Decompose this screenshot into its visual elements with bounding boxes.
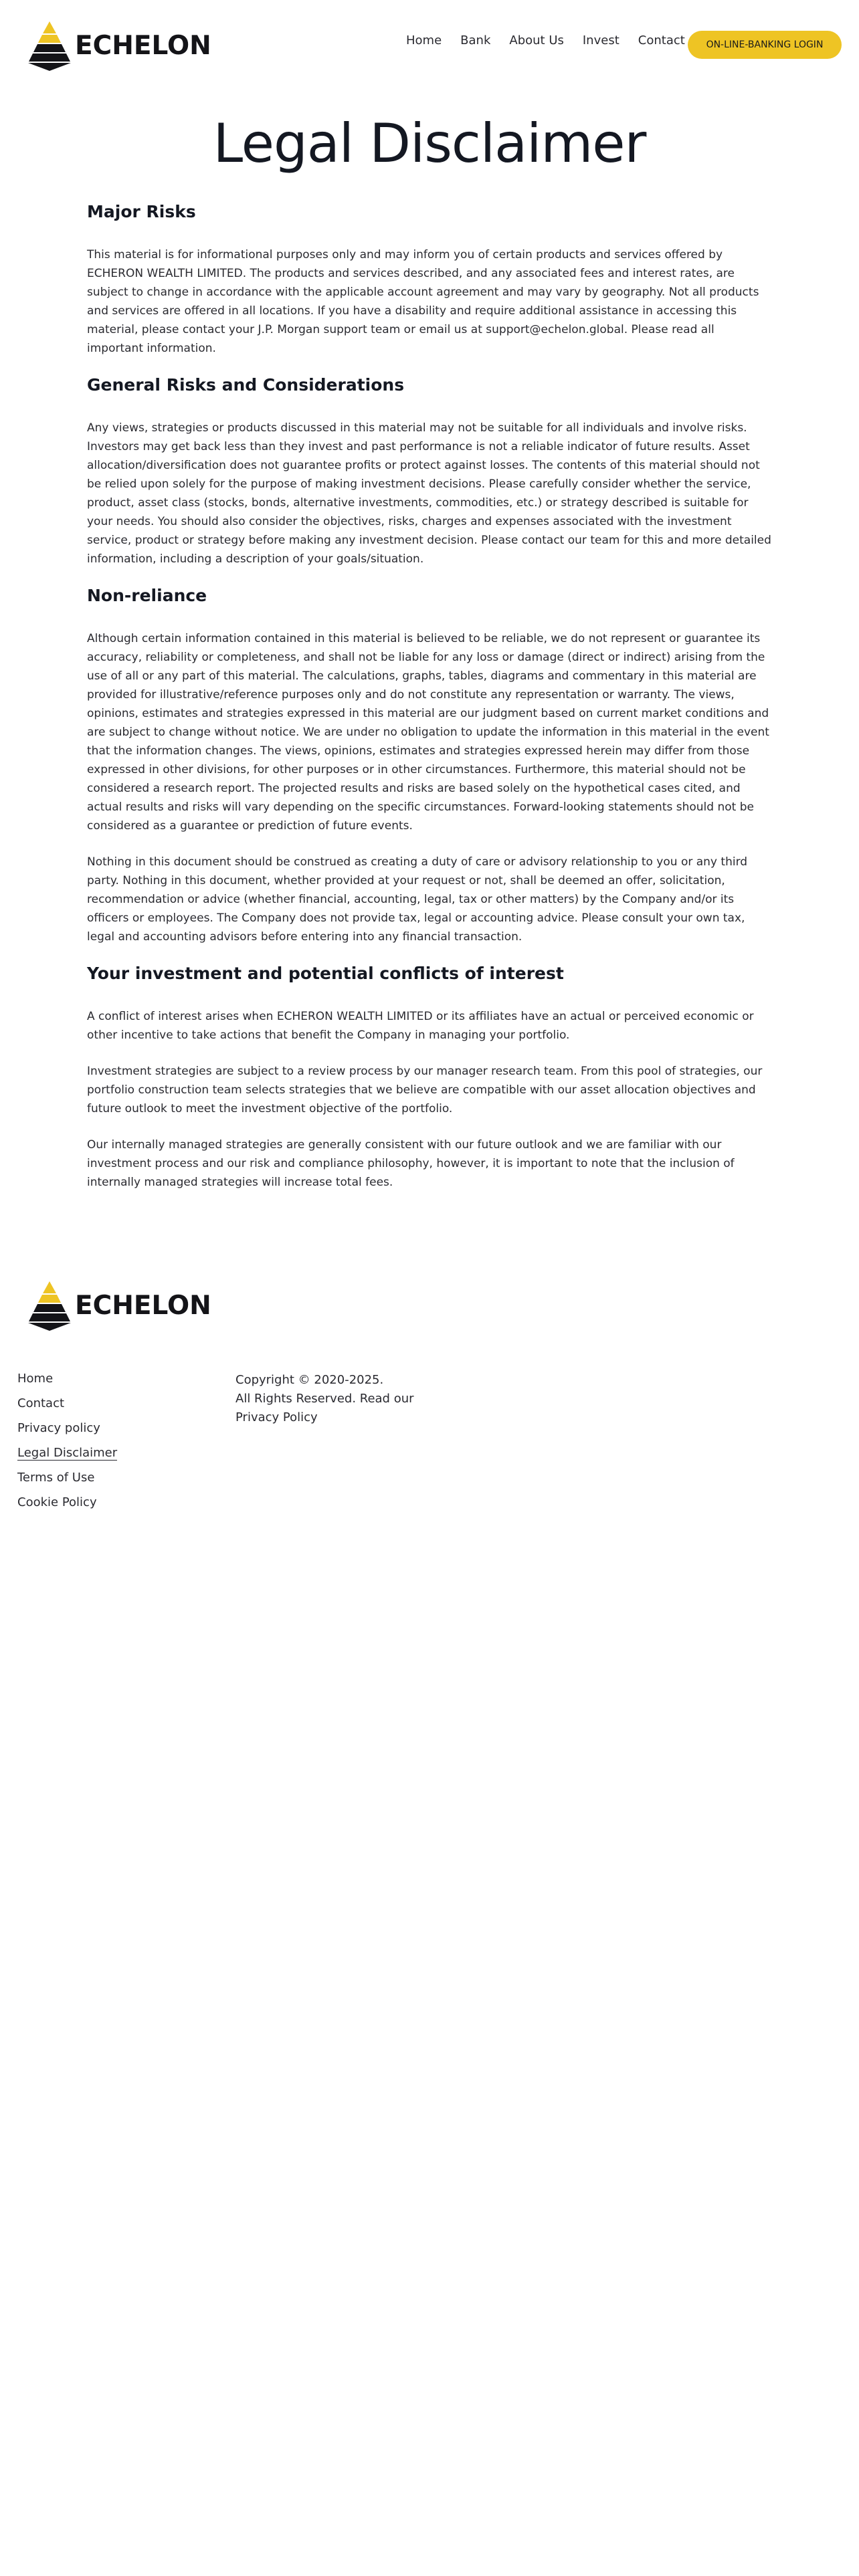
section-heading: Your investment and potential conflicts of interest	[87, 964, 564, 983]
nav-bank[interactable]: Bank	[460, 33, 491, 47]
section-paragraph: Our internally managed strategies are generally consistent with our future outlook and we are familiar with our investment process and our risk and compliance philosophy, however, it is important to note that the inclusion of internally managed strategies will increase total fees.	[87, 1138, 735, 1189]
page-title: Legal Disclaimer	[213, 112, 646, 175]
section-paragraph: Although certain information contained in this material is believed to be reliable, we do not represent or guarantee its accuracy, reliability or completeness, and shall not be liable for any loss or damage (direct or indirect) arising from the use of all or any part of this material. The calculations, graphs, tables, diagrams and commentary in this material are provided for illustrative/reference purposes only and do not constitute any representation or warranty. The views, opinions, estimates and strategies expressed in this material are our judgment based on current market conditions and are subject to change without notice. We are under no obligation to update the information in this material in the event that the information changes. The views, opinions, estimates and strategies expressed herein may differ from those expressed in other divisions, for other purposes or in other circumstances. Furthermore, this material should not be considered a research report. The projected results and risks are based solely on the hypothetical cases cited, and actual results and risks will vary depending on the specific circumstances. Forward-looking statements should not be considered as a guarantee or prediction of future events.	[87, 632, 769, 833]
section-paragraph: Investment strategies are subject to a review process by our manager research team. From this pool of strategies, our portfolio construction team selects strategies that we believe are compatible with our asset allocation objectives and future outlook to meet the investment objective of the portfolio.	[87, 1065, 763, 1115]
section-paragraph: Nothing in this document should be construed as creating a duty of care or advisory relationship to you or any third party. Nothing in this document, whether provided at your request or not, shall be deemed an offer, solicitation, recommendation or advice (whether financial, accounting, legal, tax or other matters) by the Company and/or its officers or employees. The Company does not provide tax, legal or accounting advice. Please consult your own tax, legal and accounting advisors before entering into any financial transaction.	[87, 855, 748, 944]
section-conflicts-of-interest	[87, 964, 772, 1192]
footer-link-legal-disclaimer[interactable]	[17, 1445, 117, 1470]
copyright-notice	[235, 1371, 423, 1427]
brand-logo[interactable]	[23, 19, 211, 72]
footer-link-label: Contact	[17, 1396, 65, 1410]
footer-link-terms-of-use[interactable]	[17, 1470, 117, 1495]
section-major-risks	[87, 202, 772, 358]
footer-link-contact[interactable]	[17, 1396, 117, 1420]
footer-link-label: Legal Disclaimer	[17, 1446, 118, 1460]
privacy-policy-link[interactable]: Privacy Policy	[235, 1410, 318, 1424]
nav-invest[interactable]: Invest	[582, 33, 619, 47]
section-paragraph: A conflict of interest arises when ECHERON WEALTH LIMITED or its affiliates have an actual or perceived economic or other incentive to take actions that benefit the Company in managing your portfolio.	[87, 1010, 754, 1042]
site-header	[0, 0, 859, 94]
nav-home[interactable]: Home	[406, 33, 442, 47]
nav-contact[interactable]: Contact	[638, 33, 685, 47]
footer-link-label: Privacy policy	[17, 1421, 100, 1435]
footer-links	[17, 1371, 117, 1519]
disclaimer-content	[87, 202, 772, 1209]
copyright-line: Copyright © 2020-2025.	[235, 1373, 384, 1387]
brand-wordmark: ECHELON	[75, 1290, 211, 1321]
section-general-risks	[87, 375, 772, 568]
section-heading: General Risks and Considerations	[87, 375, 405, 395]
footer-link-privacy-policy[interactable]	[17, 1420, 117, 1445]
footer-brand-logo[interactable]	[23, 1279, 211, 1332]
main-nav	[406, 33, 704, 47]
online-banking-login-button[interactable]: ON-LINE-BANKING LOGIN	[688, 31, 842, 59]
section-heading: Major Risks	[87, 202, 196, 221]
footer-link-cookie-policy[interactable]	[17, 1495, 117, 1519]
section-paragraph: This material is for informational purposes only and may inform you of certain products and services offered by ECHERON WEALTH LIMITED. The products and services described, and any associated fees and interest rates, are subject to change in accordance with the applicable account agreement and may vary by geography. Not all products and services are offered in all locations. If you have a disability and require additional assistance in accessing this material, please contact your J.P. Morgan support team or email us at support@echelon.global. Please read all important information.	[87, 248, 759, 355]
pyramid-logo-icon	[23, 1279, 76, 1332]
footer-link-label: Cookie Policy	[17, 1495, 97, 1509]
copyright-line: All Rights Reserved. Read our	[235, 1392, 414, 1406]
nav-about-us[interactable]: About Us	[509, 33, 564, 47]
section-non-reliance	[87, 586, 772, 946]
section-paragraph: Any views, strategies or products discussed in this material may not be suitable for all individuals and involve risks. Investors may get back less than they invest and past performance is not a reliable indicator of future results. Asset allocation/diversification does not guarantee profits or protect against losses. The contents of this material should not be relied upon solely for the purpose of making investment decisions. Please carefully consider whether the service, product, asset class (stocks, bonds, alternative investments, commodities, etc.) or strategy described is suitable for your needs. You should also consider the objectives, risks, charges and expenses associated with the investment service, product or strategy before making any investment decision. Please contact our team for this and more detailed information, including a description of your goals/situation.	[87, 421, 771, 566]
footer-link-home[interactable]	[17, 1371, 117, 1396]
pyramid-logo-icon	[23, 19, 76, 72]
footer-link-label: Terms of Use	[17, 1471, 95, 1485]
brand-wordmark: ECHELON	[75, 30, 211, 61]
footer-link-label: Home	[17, 1372, 54, 1386]
section-heading: Non-reliance	[87, 586, 207, 605]
